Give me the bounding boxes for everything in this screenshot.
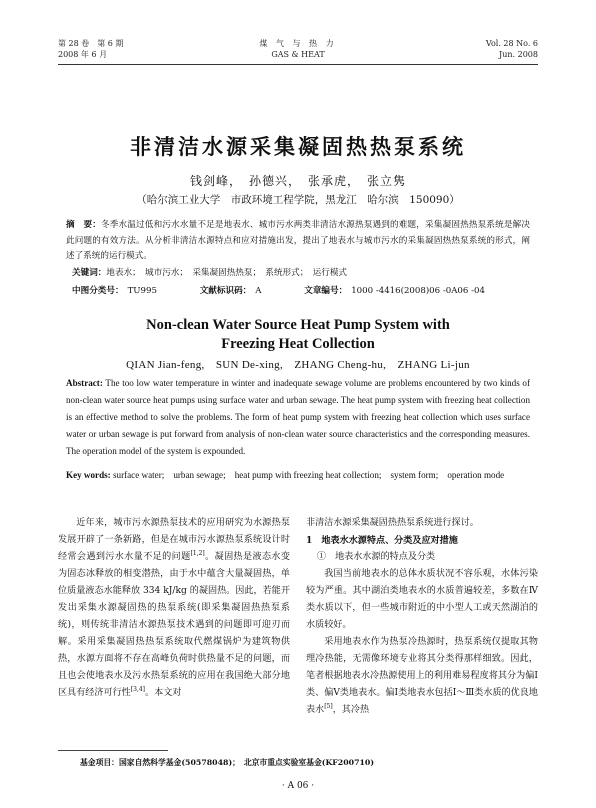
abstract-en-label: Abstract: xyxy=(66,378,103,388)
keywords-en xyxy=(66,467,530,484)
doc-code-label: 文献标识码： xyxy=(199,286,252,296)
clc-label: 中图分类号： xyxy=(72,286,124,296)
running-header-right xyxy=(486,38,538,60)
body-paragraph: 我国当前地表水的总体水质状况不容乐观，水体污染较为严重。其中湖泊类地表水的水质普遍较差，多数在Ⅳ类水质以下，但一些城市附近的中小型人工或天然湖泊的水质较好。 xyxy=(306,569,538,630)
footnote-rule xyxy=(58,750,168,751)
journal-date-en: Jun. 2008 xyxy=(499,50,538,59)
intro-paragraph: 近年来，城市污水源热泵技术的应用研究为水源热泵发展开辟了一条新路，但是在城市污水源热泵系统设计时经常会遇到污水水量不足的问题[1,2]。凝固热是液态水变为固态冰释放的相变潜热，由于水中蕴含大量凝固热，单位质量液态水能释放 334 kJ/kg 的凝固热。因此，若能开发出采集水源凝固热的热泵系统(即采集凝固热热泵系统)，则传统非清洁水源热泵技术遇到的问题即可迎刃而解。采用采集凝固热热泵系统取代燃煤锅炉为建筑物供热，水源方面将不存在高峰负荷时供热量不足的问题，而且也会使地表水及污水热泵系统的应用在我国绝大部分地区具有经济可行性[3,4]。本文对 xyxy=(58,518,290,698)
journal-date: 2008 年 6 月 xyxy=(58,50,108,59)
abstract-cn-label: 摘 要： xyxy=(66,220,102,230)
keywords-cn-label: 关键词： xyxy=(72,268,107,278)
keywords-cn-text: 地表水； 城市污水； 采集凝固热热泵； 系统形式； 运行模式 xyxy=(106,268,348,278)
intro-continuation: 非清洁水源采集凝固热热泵系统进行探讨。 xyxy=(306,518,479,528)
journal-volume-en: Vol. 28 No. 6 xyxy=(485,39,538,48)
paper-title-en xyxy=(0,316,596,354)
clc-value: TU995 xyxy=(127,286,157,296)
body-paragraph: 采用地表水作为热泵冷热源时，热泵系统仅提取其物理冷热能，无需像环境专业将其分类得那样细致。因此，笔者根据地表水冷热源使用上的利用难易程度将其分为偏Ⅰ类、偏Ⅴ类地表水。偏Ⅰ类地表水包括Ⅰ～Ⅲ类水质的优良地表水[5]，其冷热 xyxy=(306,637,538,715)
article-no-value: 1000 -4416(2008)06 -0A06 -04 xyxy=(351,286,485,296)
authors-cn: 钱剑峰， 孙德兴， 张承虎， 张立隽 xyxy=(189,174,406,188)
funding-footnote: 基金项目：国家自然科学基金(50578048)； 北京市重点实验室基金(KF200710) xyxy=(80,758,375,767)
classification-row xyxy=(72,285,542,298)
keywords-en-label: Key words: xyxy=(66,470,111,480)
affiliation-cn: （哈尔滨工业大学 市政环境工程学院，黑龙江 哈尔滨 150090） xyxy=(136,194,460,206)
section-heading-1: 1 地表水水源特点、分类及应对措施 xyxy=(306,535,458,546)
abstract-en-text: The too low water temperature in winter and inadequate sewage volume are problems encountered by two kinds of non-clean water source heat pumps using surface water and urban sewage. The heat pump system with freezing heat collection is an effective method to solve the problems. The form of heat pump system with freezing heat collection which uses surface water or urban sewage is put forward from analysis of non-clean water source characteristics and the corresponding measures. The operation model of the system is expounded. xyxy=(66,378,531,456)
keywords-cn xyxy=(72,267,532,280)
authors-en: QIAN Jian-feng, SUN De-xing, ZHANG Cheng-hu, ZHANG Li-jun xyxy=(126,359,470,371)
page-number: · A 06 · xyxy=(281,781,315,791)
abstract-en xyxy=(66,375,530,460)
citation-ref: [3,4] xyxy=(130,685,145,693)
journal-volume: 第 28 卷 第 6 期 xyxy=(58,39,124,48)
body-column-right xyxy=(306,515,538,719)
abstract-cn xyxy=(66,218,530,265)
doc-code-value: A xyxy=(255,286,262,296)
paper-title-cn: 非清洁水源采集凝固热热泵系统 xyxy=(130,134,466,159)
subsection-heading: ① 地表水水源的特点及分类 xyxy=(316,552,436,562)
journal-name-en: GAS & HEAT xyxy=(271,50,325,59)
citation-ref: [5] xyxy=(324,702,333,710)
journal-name-cn: 煤 气 与 热 力 xyxy=(259,39,337,48)
paper-title-en-line1: Non-clean Water Source Heat Pump System with xyxy=(146,317,450,333)
body-column-left xyxy=(58,515,290,702)
abstract-cn-text: 冬季水温过低和污水水量不足是地表水、城市污水两类非清洁水源热泵遇到的难题，采集凝固热热泵系统是解决此问题的有效方法。从分析非清洁水源特点和应对措施出发，提出了地表水与城市污水的采集凝固热热泵系统的形式，阐述了系统的运行模式。 xyxy=(66,220,530,261)
article-no-label: 文章编号： xyxy=(304,286,348,296)
header-rule xyxy=(58,64,538,65)
keywords-en-text: surface water; urban sewage; heat pump with freezing heat collection; system form; operation mode xyxy=(113,470,505,480)
citation-ref: [1,2] xyxy=(190,549,205,557)
paper-title-en-line2: Freezing Heat Collection xyxy=(221,336,375,352)
